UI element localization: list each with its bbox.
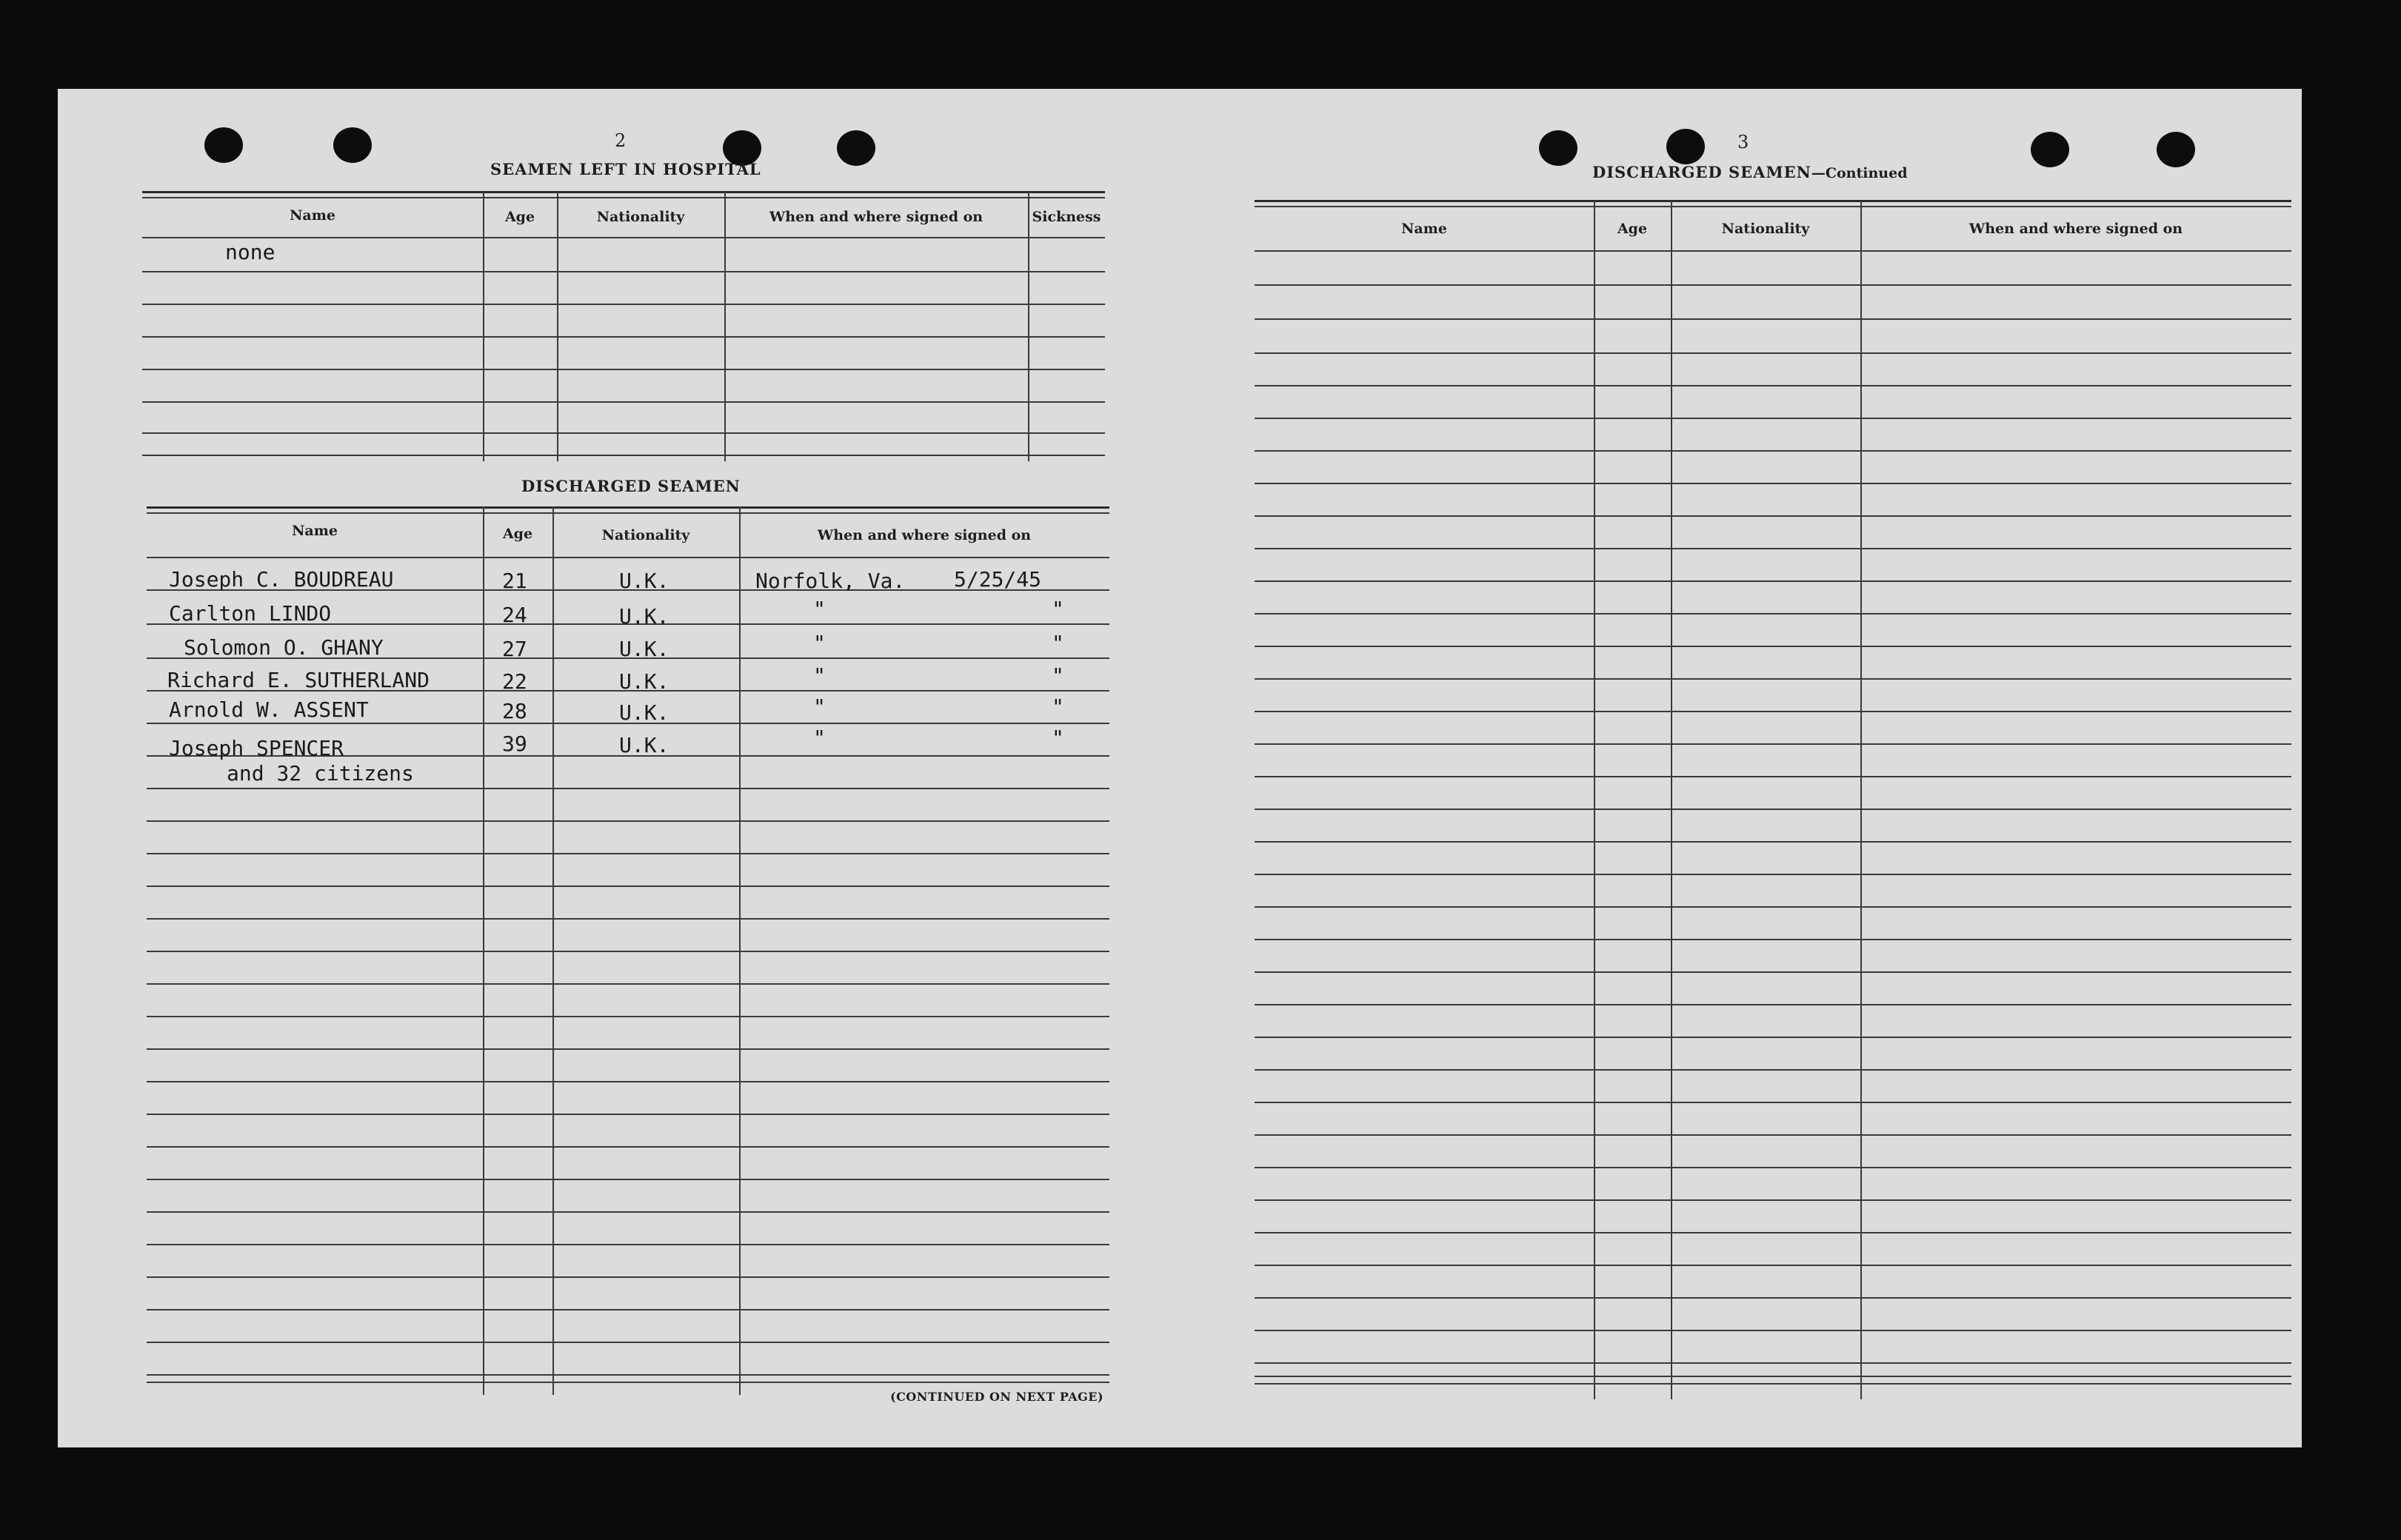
hospital-col-when-where: When and where signed on [769, 209, 984, 225]
seaman-age: 22 [502, 669, 527, 694]
punch-hole [837, 130, 875, 166]
discharged-continued-table [1255, 200, 2291, 1399]
seaman-signed-where: " [813, 631, 826, 655]
seaman-nationality: U.K. [619, 604, 669, 629]
additional-citizens-note: and 32 citizens [227, 761, 414, 786]
punch-hole [1666, 129, 1705, 164]
seaman-age: 27 [502, 637, 527, 661]
punch-hole [333, 127, 372, 163]
hospital-col-sickness: Sickness [1032, 209, 1101, 225]
seaman-nationality: U.K. [619, 700, 669, 725]
seaman-name: Solomon O. GHANY [184, 635, 384, 660]
punch-hole [2031, 132, 2069, 167]
seaman-signed-where: " [813, 726, 826, 750]
punch-hole [1539, 130, 1577, 166]
continued-col-nationality: Nationality [1721, 221, 1810, 237]
discharged-col-nationality: Nationality [601, 527, 690, 543]
page-number-left: 2 [615, 130, 627, 151]
seaman-signed-date: " [1052, 631, 1064, 655]
seaman-age: 28 [502, 699, 527, 723]
seaman-nationality: U.K. [619, 669, 669, 694]
seaman-name: Carlton LINDO [169, 601, 332, 626]
seaman-nationality: U.K. [619, 637, 669, 661]
hospital-table [142, 191, 1105, 461]
punch-hole [2157, 132, 2195, 167]
discharged-section-title: DISCHARGED SEAMEN [521, 477, 741, 495]
discharged-continued-title-text: DISCHARGED SEAMEN [1592, 163, 1811, 181]
continued-suffix: —Continued [1811, 165, 1908, 181]
page-number-right: 3 [1737, 132, 1749, 153]
seaman-signed-where: " [813, 597, 826, 621]
seaman-nationality: U.K. [619, 569, 669, 593]
seaman-name: Joseph C. BOUDREAU [169, 567, 394, 592]
continued-col-when-where: When and where signed on [1968, 221, 2183, 237]
punch-hole [204, 127, 243, 163]
discharged-table [147, 506, 1109, 1395]
hospital-col-name: Name [290, 207, 335, 224]
seaman-name: Arnold W. ASSENT [169, 697, 369, 722]
hospital-col-nationality: Nationality [596, 209, 685, 225]
continued-note: (CONTINUED ON NEXT PAGE) [890, 1390, 1104, 1404]
seaman-signed-date: " [1052, 726, 1064, 750]
hospital-section-title: SEAMEN LEFT IN HOSPITAL [490, 160, 761, 178]
seaman-age: 39 [502, 732, 527, 756]
discharged-col-age: Age [502, 526, 533, 542]
continued-col-name: Name [1401, 221, 1447, 237]
seaman-name: Richard E. SUTHERLAND [167, 668, 430, 692]
seaman-signed-date: 5/25/45 [954, 567, 1042, 592]
discharged-col-when-where: When and where signed on [817, 527, 1032, 543]
continued-col-age: Age [1617, 221, 1648, 237]
seaman-signed-where: " [813, 663, 826, 688]
seaman-signed-where: " [813, 694, 826, 719]
document-sheet [58, 89, 2302, 1447]
seaman-signed-date: " [1052, 694, 1064, 719]
discharged-continued-title [1592, 163, 1908, 181]
seaman-signed-date: " [1052, 597, 1064, 621]
seaman-name: Joseph SPENCER [169, 736, 344, 760]
seaman-age: 21 [502, 569, 527, 593]
discharged-col-name: Name [292, 523, 338, 539]
seaman-age: 24 [502, 603, 527, 627]
hospital-entry: none [225, 240, 276, 264]
seaman-signed-where: Norfolk, Va. [755, 569, 906, 593]
seaman-nationality: U.K. [619, 733, 669, 757]
hospital-col-age: Age [504, 209, 535, 225]
seaman-signed-date: " [1052, 663, 1064, 688]
